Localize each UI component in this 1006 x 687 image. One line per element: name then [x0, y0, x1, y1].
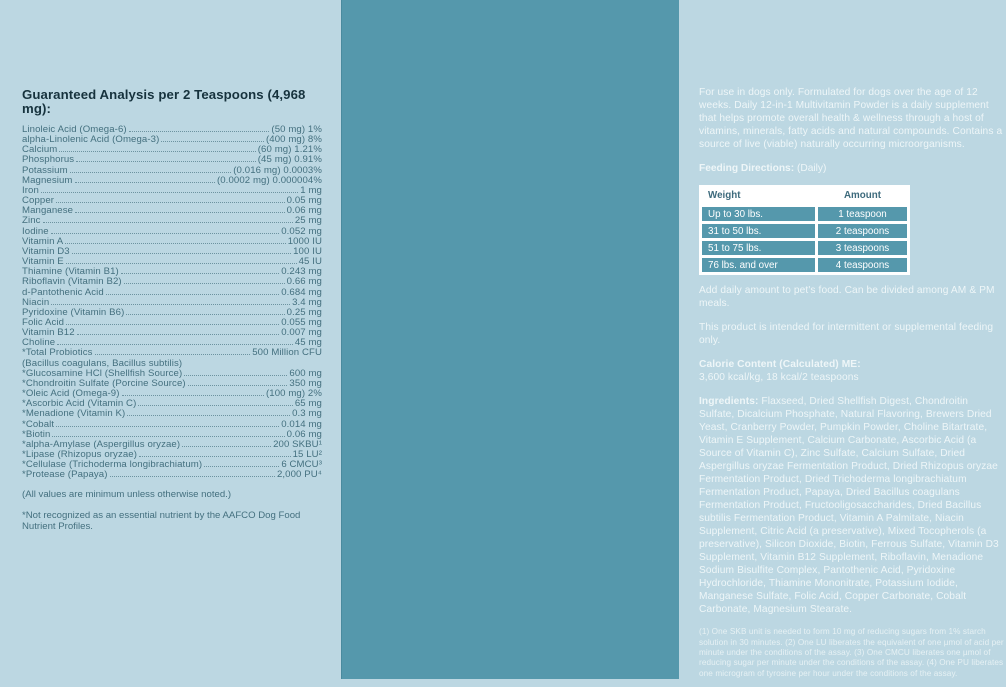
dotted-leader [51, 233, 279, 234]
nutrient-value: 6 CMCU³ [281, 459, 322, 471]
feeding-directions-label: Feeding Directions: [699, 163, 795, 174]
dotted-leader [75, 212, 285, 213]
nutrient-value: 600 mg [289, 367, 322, 379]
nutrient-label: *Protease (Papaya) [22, 469, 108, 481]
guaranteed-analysis-title: Guaranteed Analysis per 2 Teaspoons (4,968 mg): [22, 87, 306, 116]
dotted-leader [59, 151, 255, 152]
nutrient-label: Iron [22, 184, 39, 196]
nutrient-value: 1 mg [300, 184, 322, 196]
minimum-values-note: (All values are minimum unless otherwise noted.) [22, 489, 232, 501]
feeding-directions-daily: (Daily) [794, 163, 827, 174]
weight-cell: 76 lbs. and over [702, 258, 815, 272]
nutrient-value: 0.06 mg [286, 428, 322, 440]
calorie-content-heading: Calorie Content (Calculated) ME: [699, 359, 861, 371]
feeding-table-row [702, 241, 907, 255]
nutrient-label: *Ascorbic Acid (Vitamin C) [22, 398, 137, 410]
nutrient-value: 25 mg [294, 215, 322, 227]
nutrient-value: (60 mg) 1.21% [257, 144, 322, 156]
nutrient-label: Niacin [22, 296, 50, 308]
dotted-leader [57, 344, 293, 345]
dotted-leader [182, 446, 271, 447]
dotted-leader [126, 314, 284, 315]
nutrient-value: 350 mg [289, 377, 322, 389]
nutrient-label: Magnesium [22, 174, 73, 186]
nutrient-value: 100 IU [293, 245, 322, 257]
weight-cell: 51 to 75 lbs. [702, 241, 815, 255]
ingredients-label: Ingredients: [699, 396, 759, 408]
dotted-leader [70, 172, 232, 173]
directions-panel [341, 0, 1004, 679]
nutrient-row [22, 227, 322, 237]
nutrient-label: Pyridoxine (Vitamin B6) [22, 306, 125, 318]
nutrient-label: Manganese [22, 205, 74, 217]
amount-cell: 4 teaspoons [818, 258, 907, 272]
nutrient-value: (400 mg) 8% [265, 134, 322, 146]
nutrient-value: (45 mg) 0.91% [257, 154, 322, 166]
amount-cell: 2 teaspoons [818, 224, 907, 238]
nutrient-value: 65 mg [294, 398, 322, 410]
nutrient-value: 0.25 mg [286, 306, 322, 318]
nutrient-value: 0.052 mg [281, 225, 322, 237]
nutrient-label: Choline [22, 337, 56, 349]
nutrient-label: (Bacillus coagulans, Bacillus subtilis) [22, 357, 183, 369]
dotted-leader [43, 222, 293, 223]
guaranteed-analysis-content [22, 88, 322, 542]
dotted-leader [75, 182, 215, 183]
dotted-leader [72, 253, 291, 254]
feeding-table-row [702, 224, 907, 238]
nutrient-label: *Total Probiotics [22, 347, 93, 359]
dotted-leader [127, 415, 290, 416]
nutrient-label: Vitamin B12 [22, 327, 75, 339]
nutrient-row [22, 288, 322, 298]
nutrient-label: Thiamine (Vitamin B1) [22, 266, 119, 278]
feeding-table [699, 185, 910, 275]
nutrient-value: 0.014 mg [281, 418, 322, 430]
nutrient-value: 200 SKBU¹ [273, 438, 322, 450]
nutrient-label: Linoleic Acid (Omega-6) [22, 124, 127, 135]
nutrient-value: (100 mg) 2% [265, 388, 322, 400]
dotted-leader [110, 476, 275, 477]
nutrient-label: *Lipase (Rhizopus oryzae) [22, 449, 138, 460]
nutrient-list [22, 125, 322, 480]
nutrient-value: 45 mg [294, 337, 322, 349]
calorie-content-value: 3,600 kcal/kg, 18 kcal/2 teaspoons [699, 372, 859, 384]
dotted-leader [184, 375, 287, 376]
intro-paragraph: For use in dogs only. Formulated for dogs over the age of 12 weeks. Daily 12-in-1 Multivitamin Powder is a daily supplement that helps promote overall health & wellness through a host of vitamins, minerals, fatty acids and natural compounds. Contains a source of live (viable) naturally occurring microorganisms. [699, 87, 1003, 150]
nutrient-value: 3.4 mg [292, 296, 322, 308]
nutrient-value: 0.243 mg [281, 266, 322, 278]
nutrient-row [22, 216, 322, 226]
nutrient-label: Vitamin A [22, 235, 64, 247]
dotted-leader [76, 161, 256, 162]
nutrient-value: 15 LU² [292, 449, 322, 460]
nutrient-label: d-Pantothenic Acid [22, 286, 104, 298]
dotted-leader [66, 263, 297, 264]
nutrient-label: *Oleic Acid (Omega-9) [22, 388, 120, 400]
ingredients-paragraph [699, 395, 1006, 616]
nutrient-value: 0.66 mg [286, 276, 322, 288]
weight-cell: 31 to 50 lbs. [702, 224, 815, 238]
nutrient-value: 2,000 PU⁴ [276, 469, 322, 481]
nutrient-label: Vitamin D3 [22, 245, 70, 257]
nutrient-label: *Cobalt [22, 418, 55, 430]
dotted-leader [65, 243, 285, 244]
dotted-leader [56, 426, 279, 427]
nutrient-label: alpha-Linolenic Acid (Omega-3) [22, 134, 160, 146]
feeding-table-row [702, 207, 907, 221]
dotted-leader [106, 294, 279, 295]
feeding-table-body [702, 207, 907, 272]
dotted-leader [204, 466, 279, 467]
feeding-table-header [702, 188, 907, 204]
weight-cell: Up to 30 lbs. [702, 207, 815, 221]
nutrient-row [22, 206, 322, 216]
aafco-note: *Not recognized as an essential nutrient by the AAFCO Dog Food Nutrient Profiles. [22, 510, 301, 533]
nutrient-label: *Cellulase (Trichoderma longibrachiatum) [22, 459, 203, 471]
guaranteed-analysis-panel [0, 0, 341, 679]
feeding-table-row [702, 258, 907, 272]
nutrient-value: 1000 IU [287, 235, 322, 247]
nutrient-label: Potassium [22, 164, 68, 176]
nutrient-label: Iodine [22, 225, 49, 237]
nutrient-row [22, 470, 322, 480]
amount-cell: 3 teaspoons [818, 241, 907, 255]
nutrient-label: *Biotin [22, 428, 51, 440]
enzyme-unit-footnotes: (1) One SKB unit is needed to form 10 mg of reducing sugars from 1% starch solution in 30 minutes. (2) One LU liberates the equivalent of one µmol of acid per minute under the conditions of the assay. (3) One CMCU liberates one µmol of reducing sugar per minute under the conditions of the assay. (4) One PU liberates one microgram of tyrosine per hour under the conditions of the assay. [699, 627, 1004, 678]
nutrient-value: 0.684 mg [281, 286, 322, 298]
dotted-leader [51, 304, 290, 305]
nutrient-row [22, 277, 322, 287]
nutrient-value: 500 Million CFU [252, 347, 322, 359]
nutrient-row [22, 420, 322, 430]
amount-cell: 1 teaspoon [818, 207, 907, 221]
nutrient-label: Vitamin E [22, 256, 64, 268]
nutrient-value: 45 IU [298, 256, 322, 268]
nutrient-value: (0.016 mg) 0.0003% [233, 164, 322, 176]
nutrient-label: Calcium [22, 144, 58, 156]
nutrient-label: *Menadione (Vitamin K) [22, 408, 126, 420]
nutrient-value: 0.3 mg [292, 408, 322, 420]
nutrient-label: *Glucosamine HCl (Shellfish Source) [22, 367, 183, 379]
nutrient-row [22, 328, 322, 338]
dotted-leader [52, 436, 284, 437]
dotted-leader [139, 456, 291, 457]
nutrient-value: 0.06 mg [286, 205, 322, 217]
nutrient-label: Copper [22, 195, 55, 207]
dotted-leader [188, 385, 288, 386]
intermittent-feeding-note: This product is intended for intermittent or supplemental feeding only. [699, 322, 994, 347]
nutrient-label: *alpha-Amylase (Aspergillus oryzae) [22, 438, 181, 450]
nutrient-label: *Chondroitin Sulfate (Porcine Source) [22, 377, 186, 389]
nutrient-label: Folic Acid [22, 316, 65, 328]
nutrient-row [22, 186, 322, 196]
dotted-leader [161, 141, 264, 142]
dotted-leader [124, 283, 285, 284]
dotted-leader [129, 131, 270, 132]
directions-content [699, 86, 1006, 687]
nutrient-row [22, 308, 322, 318]
nutrient-row [22, 176, 322, 186]
amount-column-header: Amount [818, 188, 907, 204]
nutrient-label: Phosphorus [22, 154, 75, 166]
dotted-leader [56, 202, 285, 203]
nutrient-value: (50 mg) 1% [271, 124, 322, 135]
weight-column-header: Weight [702, 188, 815, 204]
dotted-leader [121, 273, 279, 274]
ingredients-text: Flaxseed, Dried Shellfish Digest, Chondroitin Sulfate, Dicalcium Phosphate, Natural Flavoring, Brewers Dried Yeast, Cranberry Powder, Pumpkin Powder, Choline Bitartrate, Vitamin E Supplement, Calcium Carbonate, Ascorbic Acid (a Source of Vitamin C), Zinc Sulfate, Calcium Sulfate, Dried Aspergillus oryzae Fermentation Product, Dried Rhizopus oryzae Fermentation Product, Dried Trichoderma longibrachiatum Fermentation Product, Papaya, Dried Bacillus coagulans Fermentation Product, Fructooligosaccharides, Dried Bacillus subtilis Fermentation Product, Vitamin A Palmitate, Niacin Supplement, Citric Acid (a preservative), Mixed Tocopherols (a preservative), Silicon Dioxide, Biotin, Ferrous Sulfate, Vitamin D3 Supplement, Vitamin B12 Supplement, Riboflavin, Menadione Sodium Bisulfite Complex, Pantothenic Acid, Pyridoxine Hydrochloride, Thiamine Mononitrate, Potassium Iodide, Manganese Sulfate, Folic Acid, Copper Carbonate, Cobalt Carbonate, Magnesium Stearate. [699, 396, 999, 616]
nutrient-label: Riboflavin (Vitamin B2) [22, 276, 122, 288]
dotted-leader [41, 192, 298, 193]
dotted-leader [95, 354, 251, 355]
dotted-leader [77, 334, 280, 335]
nutrient-row [22, 247, 322, 257]
dotted-leader [122, 395, 264, 396]
nutrient-row [22, 409, 322, 419]
nutrient-label: Zinc [22, 215, 41, 227]
nutrient-value: (0.0002 mg) 0.000004% [216, 174, 322, 186]
add-to-food-note: Add daily amount to pet's food. Can be divided among AM & PM meals. [699, 285, 995, 310]
dotted-leader [66, 324, 279, 325]
feeding-directions-heading [699, 162, 1006, 175]
nutrient-value: 0.055 mg [281, 316, 322, 328]
nutrient-value: 0.007 mg [281, 327, 322, 339]
nutrient-value: 0.05 mg [286, 195, 322, 207]
dotted-leader [138, 405, 292, 406]
